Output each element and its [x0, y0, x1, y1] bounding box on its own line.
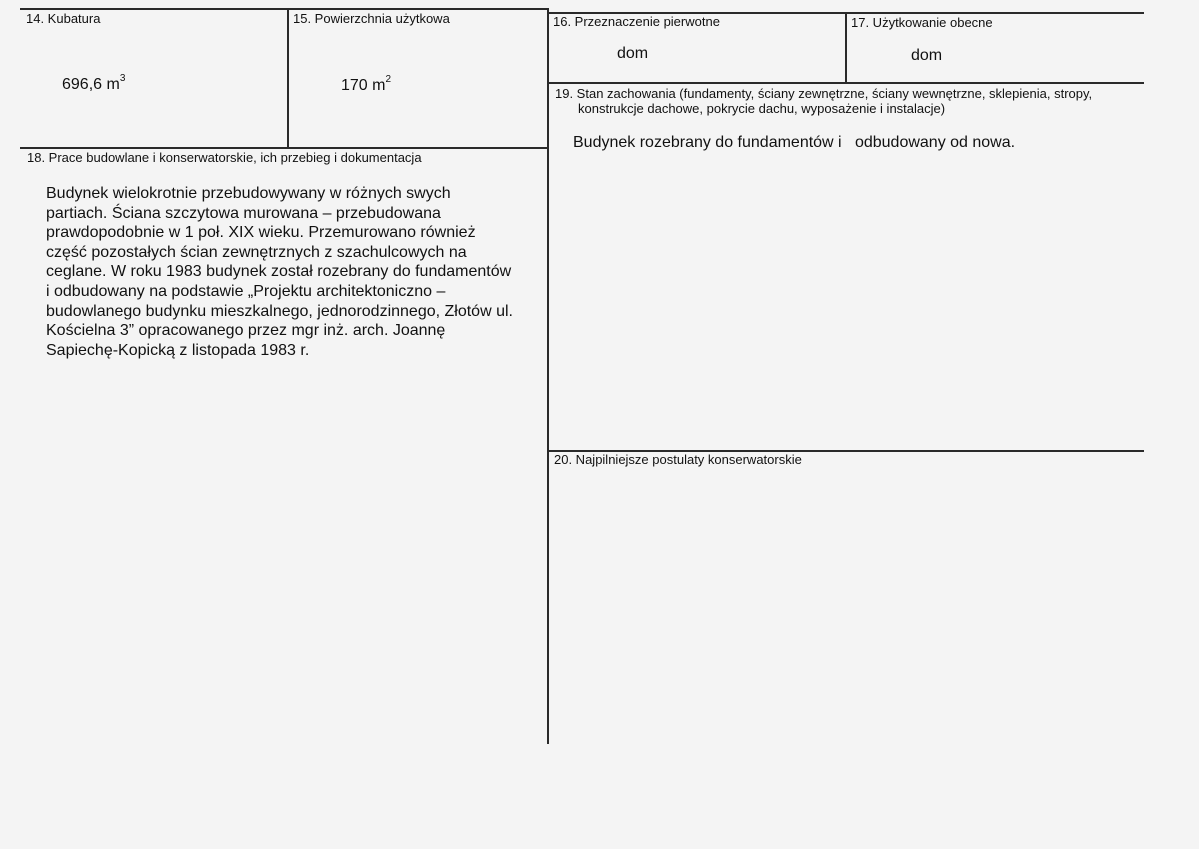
top-border-left	[20, 8, 548, 10]
field-18-line: i odbudowany na podstawie „Projektu architektoniczno –	[46, 282, 446, 300]
field-17-value: dom	[911, 47, 943, 64]
rule-above-19	[548, 82, 1144, 84]
field-18-label: 18. Prace budowlane i konserwatorskie, ich przebieg i dokumentacja	[27, 150, 422, 165]
field-14-number: 696,6 m	[62, 76, 120, 93]
divider-16-17	[845, 12, 847, 82]
field-18-line: ceglane. W roku 1983 budynek został rozebrany do fundamentów	[46, 263, 512, 281]
rule-above-18	[20, 147, 548, 149]
field-19-label-line-2: konstrukcje dachowe, pokrycie dachu, wyposażenie i instalacje)	[578, 101, 946, 116]
field-18-text	[46, 184, 513, 360]
field-18-line: Kościelna 3” opracowanego przez mgr inż. arch. Joannę	[46, 322, 446, 340]
field-15-unit-exponent: 2	[385, 74, 392, 85]
field-14-label: 14. Kubatura	[26, 11, 101, 26]
field-16-label: 16. Przeznaczenie pierwotne	[553, 14, 720, 29]
field-15-label: 15. Powierzchnia użytkowa	[293, 11, 450, 26]
field-19-value: Budynek rozebrany do fundamentów i odbudowany od nowa.	[573, 134, 1016, 151]
field-14-value	[62, 73, 126, 94]
divider-main-column	[547, 8, 549, 744]
divider-14-15	[287, 8, 289, 148]
field-18-line: Budynek wielokrotnie przebudowywany w różnych swych	[46, 185, 451, 202]
field-14-unit-exponent: 3	[119, 73, 126, 84]
field-18-line: partiach. Ściana szczytowa murowana – przebudowana	[46, 204, 441, 222]
field-19-label-line-1: 19. Stan zachowania (fundamenty, ściany zewnętrzne, ściany wewnętrzne, sklepienia, stropy,	[555, 86, 1093, 101]
field-18-line: budowlanego budynku mieszkalnego, jednorodzinnego, Złotów ul.	[46, 302, 513, 320]
field-15-number: 170 m	[341, 77, 386, 94]
field-18-line: prawdopodobnie w 1 poł. XIX wieku. Przemurowano również	[46, 224, 476, 242]
field-17-label: 17. Użytkowanie obecne	[851, 15, 993, 30]
field-18-line: Sapiechę-Kopicką z listopada 1983 r.	[46, 341, 310, 359]
field-16-value: dom	[617, 45, 649, 62]
field-20-label: 20. Najpilniejsze postulaty konserwatorskie	[554, 452, 802, 467]
field-18-line: część pozostałych ścian zewnętrznych z szachulcowych na	[46, 243, 467, 261]
field-15-value	[341, 74, 392, 95]
